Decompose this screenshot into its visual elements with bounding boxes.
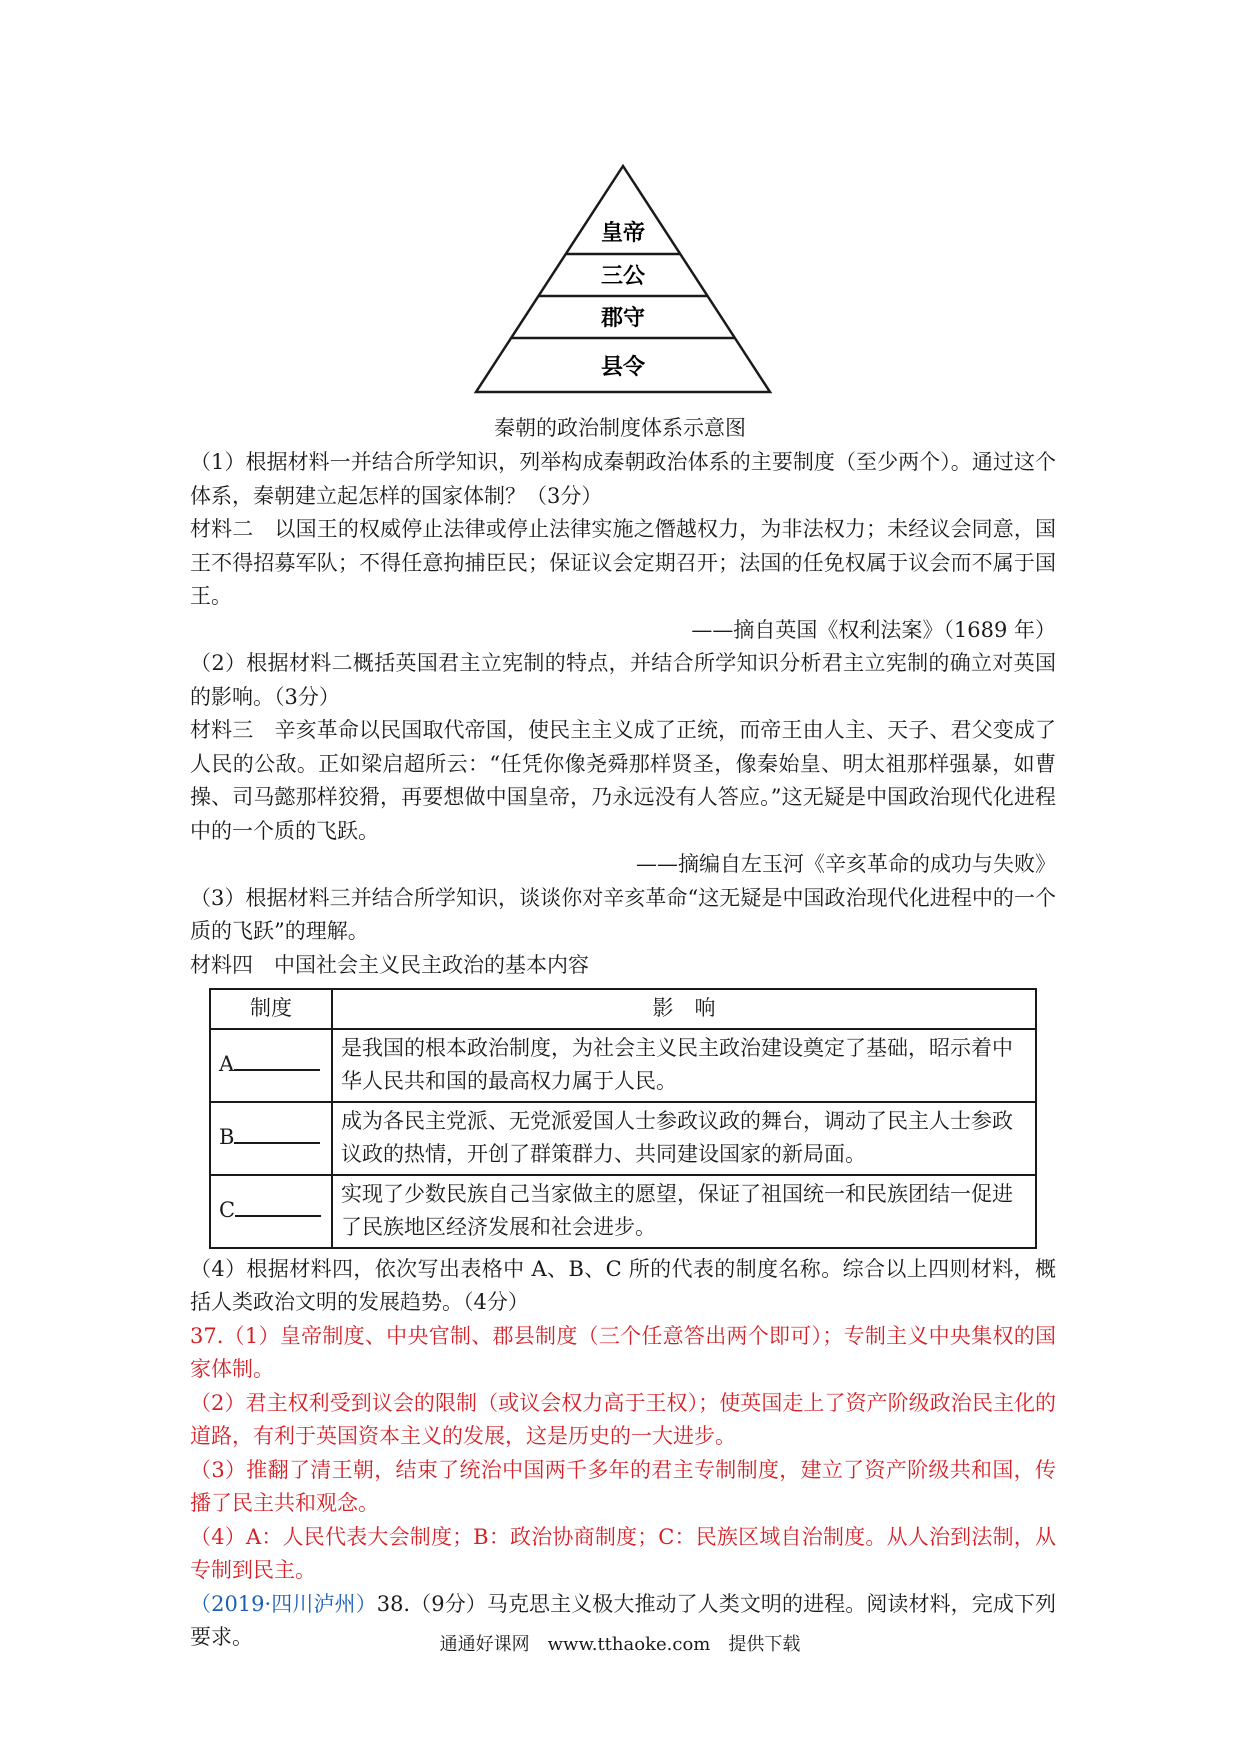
table-header-system: 制度 — [210, 989, 332, 1029]
question-4: （4）根据材料四，依次写出表格中 A、B、C 所的代表的制度名称。综合以上四则材料，概括人类政治文明的发展趋势。（4分） — [190, 1256, 1056, 1314]
answer-37-2: （2）君主权利受到议会的限制（或议会权力高于王权）；使英国走上了资产阶级政治民主化的道路，有利于英国资本主义的发展，这是历史的一大进步。 — [190, 1390, 1056, 1448]
pyramid-level-three-ministers: 三公 — [600, 264, 646, 289]
answer-blank — [235, 1199, 321, 1217]
pyramid-level-commandery: 郡守 — [600, 306, 646, 331]
table-cell-impact: 实现了少数民族自己当家做主的愿望，保证了祖国统一和民族团结一促进了民族地区经济发展和社会进步。 — [332, 1175, 1036, 1248]
table-cell-label — [210, 1102, 332, 1175]
pyramid-level-emperor: 皇帝 — [600, 221, 646, 246]
pyramid-svg — [472, 162, 774, 400]
material-2-source: ——摘自英国《权利法案》（1689 年） — [691, 617, 1056, 642]
table-row — [210, 1102, 1036, 1175]
row-label-b: B — [219, 1125, 235, 1150]
democracy-system-table — [209, 988, 1037, 1249]
qin-pyramid-diagram — [472, 162, 774, 400]
table-header-impact: 影 响 — [332, 989, 1036, 1029]
question-1: （1）根据材料一并结合所学知识，列举构成秦朝政治体系的主要制度（至少两个）。通过这个体系，秦朝建立起怎样的国家体制？（3分） — [190, 450, 1056, 508]
material-2: 材料二 以国王的权威停止法律或停止法律实施之僭越权力，为非法权力；未经议会同意，国王不得招募军队；不得任意拘捕臣民；保证议会定期召开；法国的任免权属于议会而不属于国王。 — [190, 517, 1056, 608]
page-footer: 通通好课网 www.tthaoke.com 提供下载 — [439, 1634, 801, 1655]
table-header-row — [210, 989, 1036, 1029]
question-2: （2）根据材料二概括英国君主立宪制的特点，并结合所学知识分析君主立宪制的确立对英国的影响。（3分） — [190, 651, 1056, 709]
diagram-caption: 秦朝的政治制度体系示意图 — [494, 416, 746, 440]
table-row — [210, 1175, 1036, 1248]
material-3: 材料三 辛亥革命以民国取代帝国，使民主主义成了正统，而帝王由人主、天子、君父变成了人民的公敌。正如梁启超所云：“任凭你像尧舜那样贤圣，像秦始皇、明太祖那样强暴，如曹操、司马懿那样狡猾，再要想做中国皇帝，乃永远没有人答应。”这无疑是中国政治现代化进程中的一个质的飞跃。 — [190, 718, 1056, 843]
answer-37-1: 37.（1）皇帝制度、中央官制、郡县制度（三个任意答出两个即可）；专制主义中央集权的国家体制。 — [190, 1323, 1056, 1381]
answer-blank — [234, 1126, 320, 1144]
answer-37-4: （4）A：人民代表大会制度；B：政治协商制度；C：民族区域自治制度。从人治到法制，从专制到民主。 — [190, 1524, 1056, 1582]
answer-blank — [234, 1053, 320, 1071]
answer-37-3: （3）推翻了清王朝，结束了统治中国两千多年的君主专制制度，建立了资产阶级共和国，传播了民主共和观念。 — [190, 1457, 1056, 1515]
question-content — [190, 446, 1056, 1655]
question-38-source-tag: （2019·四川泸州） — [190, 1591, 377, 1616]
question-38-text: 38.（9分）马克思主义极大推动了人类文明的进程。阅读材料，完成下列要求。 — [190, 1591, 1056, 1649]
row-label-c: C — [219, 1198, 236, 1223]
table-row — [210, 1029, 1036, 1102]
material-3-source: ——摘编自左玉河《辛亥革命的成功与失败》 — [636, 852, 1056, 876]
table-cell-label — [210, 1029, 332, 1102]
material-4-title: 材料四 中国社会主义民主政治的基本内容 — [190, 952, 589, 977]
pyramid-level-county: 县令 — [600, 355, 646, 380]
question-3: （3）根据材料三并结合所学知识，谈谈你对辛亥革命“这无疑是中国政治现代化进程中的一个质的飞跃”的理解。 — [190, 885, 1056, 943]
row-label-a: A — [219, 1052, 235, 1077]
table-cell-impact: 成为各民主党派、无党派爱国人士参政议政的舞台，调动了民主人士参政议政的热情，开创了群策群力、共同建设国家的新局面。 — [332, 1102, 1036, 1175]
table-cell-label — [210, 1175, 332, 1248]
table-cell-impact: 是我国的根本政治制度，为社会主义民主政治建设奠定了基础，昭示着中华人民共和国的最高权力属于人民。 — [332, 1029, 1036, 1102]
